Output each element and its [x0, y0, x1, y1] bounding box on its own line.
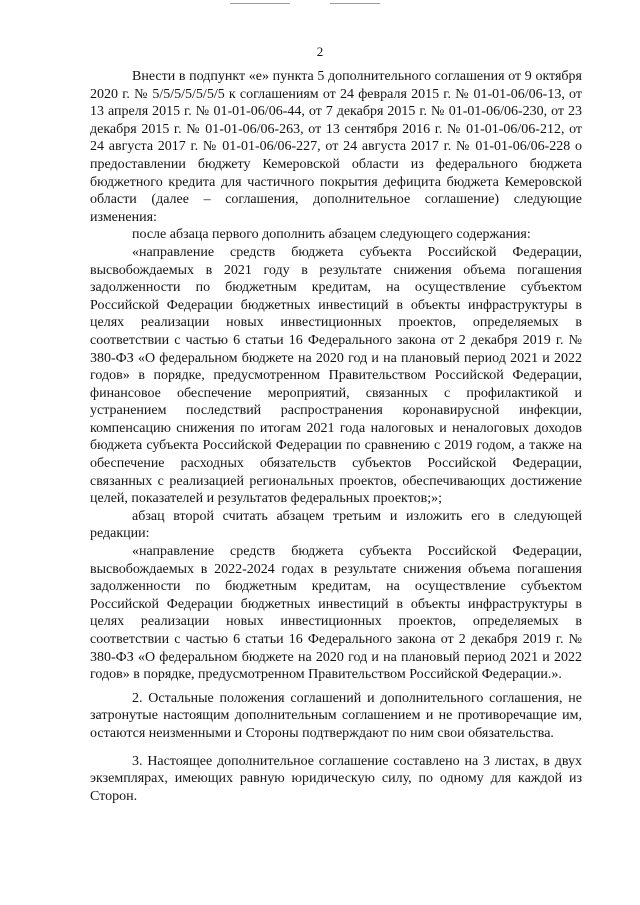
- paragraph-renumber-second: абзац второй считать абзацем третьим и изложить его в следующей редакции:: [90, 508, 582, 542]
- scan-edge-mark: [230, 3, 290, 4]
- document-body: [90, 68, 582, 805]
- paragraph-item-3: 3. Настоящее дополнительное соглашение составлено на 3 листах, в двух экземплярах, имеющих равную юридическую силу, по одному для каждой из Сторон.: [90, 753, 582, 804]
- page-number: 2: [316, 44, 324, 59]
- paragraph-add-after-first: после абзаца первого дополнить абзацем следующего содержания:: [132, 227, 531, 243]
- paragraph-new-abzac-2021: «направление средств бюджета субъекта Российской Федерации, высвобождаемых в 2021 году в результате снижения объема погашения задолженности по бюджетным кредитам, на осуществление субъектом Российской Федерации бюджетных инвестиций в объекты инфраструктуры в целях реализации новых инвестиционных проектов, определяемых в соответствии с частью 6 статьи 16 Федерального закона от 2 декабря 2019 г. № 380-ФЗ «О федеральном бюджете на 2020 год и на плановый период 2021 и 2022 годов» в порядке, предусмотренном Правительством Российской Федерации, финансовое обеспечение мероприятий, связанных с профилактикой и устранением последствий распространения коронавирусной инфекции, компенсацию снижения по итогам 2021 года налоговых и неналоговых доходов бюджета субъекта Российской Федерации по сравнению с 2019 годом, а также на обеспечение расходных обязательств субъектов Российской Федерации, связанных с реализацией региональных проектов, обеспечивающих достижение целей, показателей и результатов федеральных проектов;»;: [90, 244, 582, 507]
- scan-edge-mark: [330, 3, 380, 4]
- paragraph-item-2: 2. Остальные положения соглашений и дополнительного соглашения, не затронутые настоящим дополнительным соглашением и не противоречащие им, остаются неизменными и Стороны подтверждают по ним свои обязательства.: [90, 690, 582, 741]
- paragraph-amendment-intro: Внести в подпункт «е» пункта 5 дополнительного соглашения от 9 октября 2020 г. № 5/5/5/5/5/5/5 к соглашениям от 24 февраля 2015 г. № 01-01-06/06-13, от 13 апреля 2015 г. № 01-01-06/06-44, от 7 декабря 2015 г. № 01-01-06/06-230, от 23 декабря 2015 г. № 01-01-06/06-263, от 13 сентября 2016 г. № 01-01-06/06-212, от 24 августа 2017 г. № 01-01-06/06-227, от 24 августа 2017 г. № 01-01-06/06-228 о предоставлении бюджету Кемеровской области из федерального бюджета бюджетного кредита для частичного покрытия дефицита бюджета Кемеровской области (далее – соглашения, дополнительное соглашение) следующие изменения:: [90, 69, 582, 225]
- paragraph-new-abzac-2022-2024: «направление средств бюджета субъекта Российской Федерации, высвобождаемых в 2022-2024 годах в результате снижения объема погашения задолженности по бюджетным кредитам, на осуществление субъектом Российской Федерации бюджетных инвестиций в объекты инфраструктуры в целях реализации новых инвестиционных проектов, определяемых в соответствии с частью 6 статьи 16 Федерального закона от 2 декабря 2019 г. № 380-ФЗ «О федеральном бюджете на 2020 год и на плановый период 2021 и 2022 годов» в порядке, предусмотренном Правительством Российской Федерации.».: [90, 544, 582, 683]
